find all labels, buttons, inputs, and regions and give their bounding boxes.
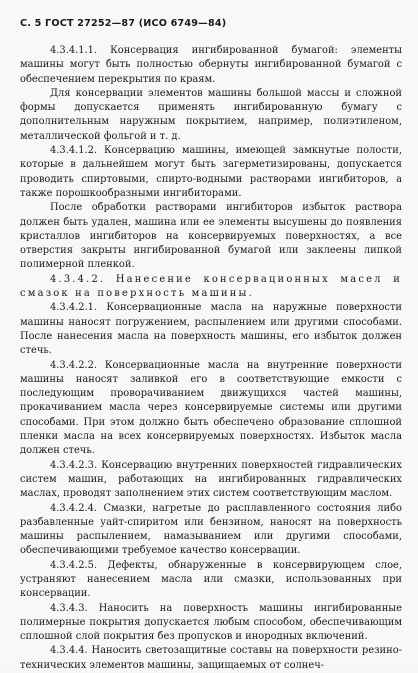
paragraph-4-3-4-2-2: 4.3.4.2.2. Консервационные масла на внутренние поверхности машины наносят заливкой его в соответствующие емкости с последующим проворачиванием движущихся частей машины, прокачиванием масла через консервируемые системы или другими способами. При этом должно быть обеспечено образование сплошной пленки масла на всех консервируемых поверхностях. Избыток масла должен стечь. <box>20 359 402 457</box>
paragraph-4-3-4-3: 4.3.4.3. Наносить на поверхность машины ингибированные полимерные покрытия допускается любым способом, обеспечивающим сплошной слой покрытия без пропусков и инородных включений. <box>20 602 402 643</box>
paragraph-4-3-4-1-1: 4.3.4.1.1. Консервация ингибированной бумагой: элементы машины могут быть полностью обернуты ингибированной бумагой с обеспечением перекрытия по краям. <box>20 45 402 85</box>
paragraph-4-3-4-2-3: 4.3.4.2.3. Консервацию внутренних поверхностей гидравлических систем машин, работающих на ингибированных гидравлических маслах, проводят заполнением этих систем соответствующим маслом. <box>20 459 402 500</box>
paragraph-4-3-4-4: 4.3.4.4. Наносить светозащитные составы на поверхности резино-технических элементов машины, защищаемых от солнеч- <box>20 645 402 671</box>
paragraph-large-mass: Для консервации элементов машины большой массы и сложной формы допускается применять ингибированную бумагу с дополнительным наружным покрытием, например, полиэтиленом, металлической фольгой и т. д. <box>20 87 402 142</box>
section-heading-4-3-4-2: 4.3.4.2. Нанесение консервационных масел и смазок на поверхность машины. <box>20 273 402 300</box>
page-header: С. 5 ГОСТ 27252—87 (ИСО 6749—84) <box>20 18 227 29</box>
paragraph-4-3-4-2-1: 4.3.4.2.1. Консервационные масла на наружные поверхности машины наносят погружением, распылением или другими способами. После нанесения масла на поверхность машины, его избыток должен стечь. <box>20 302 402 357</box>
paragraph-4-3-4-1-2: 4.3.4.1.2. Консервацию машины, имеющей замкнутые полости, которые в дальнейшем могут быть загерметизированы, допускается проводить спиртовыми, спирто-водными растворами ингибиторов, а также порошкообразными ингибиторами. <box>20 145 402 199</box>
paragraph-after-treatment: После обработки растворами ингибиторов избыток раствора должен быть удален, машина или ее элементы высушены до появления кристаллов ингибиторов на консервируемых поверхностях, а все отверстия закрыты ингибированной бумагой или заклеены липкой полимерной пленкой. <box>20 202 402 271</box>
paragraph-4-3-4-2-5: 4.3.4.2.5. Дефекты, обнаруженные в консервирующем слое, устраняют нанесением масла или смазки, использованных при консервации. <box>20 559 402 600</box>
paragraph-4-3-4-2-4: 4.3.4.2.4. Смазки, нагретые до расплавленного состояния либо разбавленные уайт-спиритом или бензином, наносят на поверхность машины распылением, намазыванием или другими способами, обеспечивающими требуемое качество консервации. <box>20 502 402 557</box>
document-body <box>20 44 402 673</box>
